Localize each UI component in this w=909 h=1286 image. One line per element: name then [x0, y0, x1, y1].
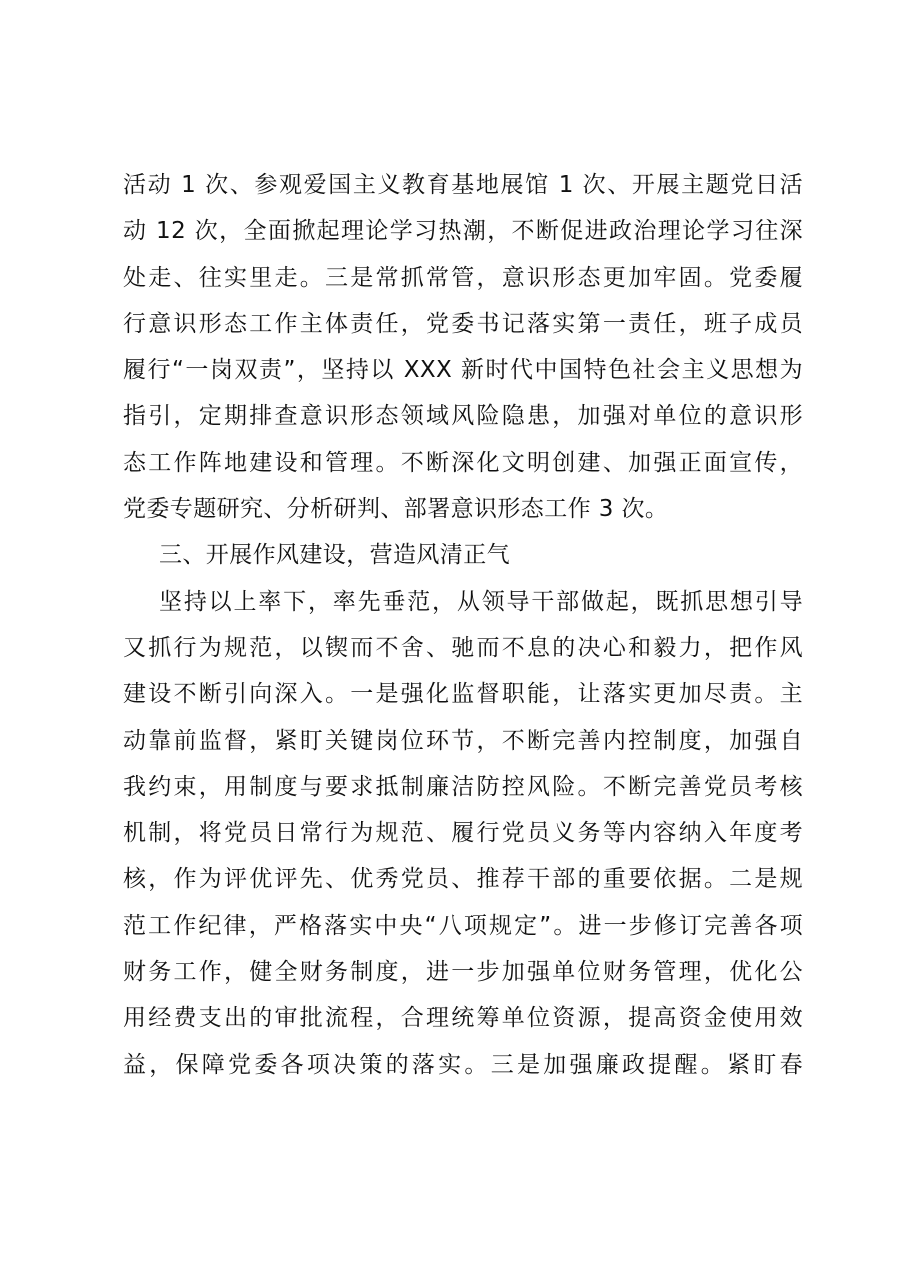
text-line: 行意识形态工作主体责任，党委书记落实第一责任，班子成员	[123, 310, 803, 337]
text-line: 履行“一岗双责”，坚持以 XXX 新时代中国特色社会主义思想为	[123, 357, 803, 384]
section-heading: 三、开展作风建设，营造风清正气	[159, 542, 510, 569]
text-line: 我约束，用制度与要求抵制廉洁防控风险。不断完善党员考核	[123, 773, 803, 800]
text-line: 动 12 次，全面掀起理论学习热潮，不断促进政治理论学习往深	[123, 218, 803, 245]
text-line: 指引，定期排查意识形态领域风险隐患，加强对单位的意识形	[123, 403, 803, 430]
text-line: 机制，将党员日常行为规范、履行党员义务等内容纳入年度考	[123, 820, 803, 847]
text-line: 党委专题研究、分析研判、部署意识形态工作 3 次。	[123, 496, 669, 523]
text-line: 态工作阵地建设和管理。不断深化文明创建、加强正面宣传，	[123, 449, 803, 476]
text-line: 范工作纪律，严格落实中央“八项规定”。进一步修订完善各项	[123, 912, 803, 939]
text-line: 建设不断引向深入。一是强化监督职能，让落实更加尽责。主	[123, 681, 803, 708]
text-line: 益，保障党委各项决策的落实。三是加强廉政提醒。紧盯春	[123, 1051, 803, 1078]
text-line: 动靠前监督，紧盯关键岗位环节，不断完善内控制度，加强自	[123, 727, 803, 754]
text-line: 财务工作，健全财务制度，进一步加强单位财务管理，优化公	[123, 959, 803, 986]
body-text	[123, 162, 803, 1088]
text-line: 处走、往实里走。三是常抓常管，意识形态更加牢固。党委履	[123, 264, 803, 291]
text-line: 坚持以上率下，率先垂范，从领导干部做起，既抓思想引导	[159, 588, 803, 615]
text-line: 核，作为评优评先、优秀党员、推荐干部的重要依据。二是规	[123, 866, 803, 893]
text-line: 又抓行为规范，以锲而不舍、驰而不息的决心和毅力，把作风	[123, 634, 803, 661]
text-line: 用经费支出的审批流程，合理统筹单位资源，提高资金使用效	[123, 1005, 803, 1032]
text-line: 活动 1 次、参观爱国主义教育基地展馆 1 次、开展主题党日活	[123, 172, 803, 198]
